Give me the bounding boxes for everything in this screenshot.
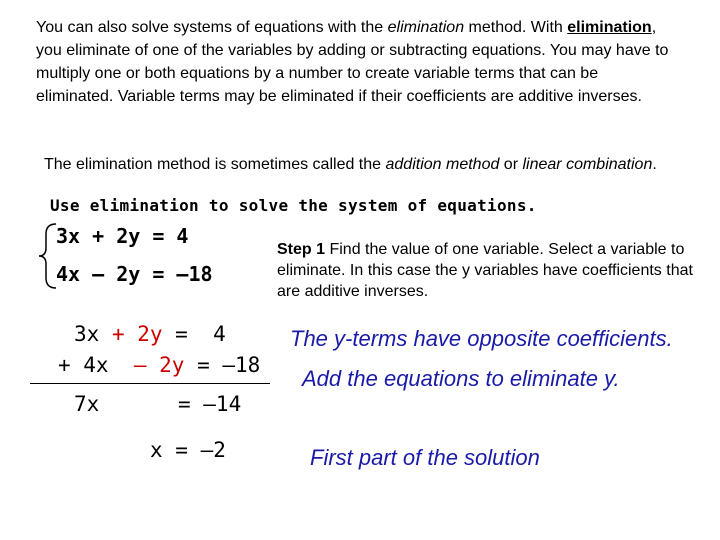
annotation-opposite-coefficients: The y-terms have opposite coefficients. <box>290 326 673 351</box>
sum-line <box>30 383 270 384</box>
work-line-1 <box>74 322 226 346</box>
annotation-add-equations: Add the equations to eliminate y. <box>302 366 620 391</box>
annotation-first-part: First part of the solution <box>310 445 540 470</box>
method-names-paragraph <box>44 154 684 175</box>
work-minus-2y: – 2y <box>108 353 185 377</box>
intro-text-1: You can also solve systems of equations with the <box>36 19 388 36</box>
step-1-text: Find the value of one variable. Select a variable to eliminate. In this case the y variables have coefficients that are additive inverses. <box>277 241 693 300</box>
work-3x: 3x <box>74 322 100 346</box>
intro-text-2: method. With <box>464 19 568 36</box>
intro-elimination-bold: elimination <box>567 19 652 36</box>
work-plus-4x: + 4x <box>58 353 109 377</box>
para2-text-1: The elimination method is sometimes called the <box>44 156 386 173</box>
para2-addition-method: addition method <box>385 156 500 173</box>
work-eq-neg18: = –18 <box>184 353 261 377</box>
step-1-explanation <box>277 239 697 302</box>
para2-text-3: . <box>652 156 657 173</box>
work-eq-4: = 4 <box>162 322 226 346</box>
intro-text-3: , you eliminate of one of the variables by adding or subtracting equations. You may have to multiply one or both equations by a number to create variable terms that can be eliminated. Variable terms may be eliminated if their coefficients are additive inverses. <box>36 19 669 105</box>
problem-heading: Use elimination to solve the system of equations. <box>50 196 537 215</box>
system-equation-1: 3x + 2y = 4 <box>56 224 189 248</box>
work-line-2 <box>58 353 260 377</box>
work-eq-neg14: = –14 <box>178 392 242 416</box>
para2-linear-combination: linear combination <box>522 156 653 173</box>
work-7x: 7x <box>74 392 100 416</box>
work-x-result: x = –2 <box>150 438 226 462</box>
intro-paragraph <box>36 16 676 108</box>
step-1-label: Step 1 <box>277 241 326 258</box>
para2-text-2: or <box>499 156 523 173</box>
intro-elimination-italic: elimination <box>387 19 465 36</box>
work-plus-2y: + 2y <box>99 322 163 346</box>
system-equation-2: 4x – 2y = –18 <box>56 262 213 286</box>
